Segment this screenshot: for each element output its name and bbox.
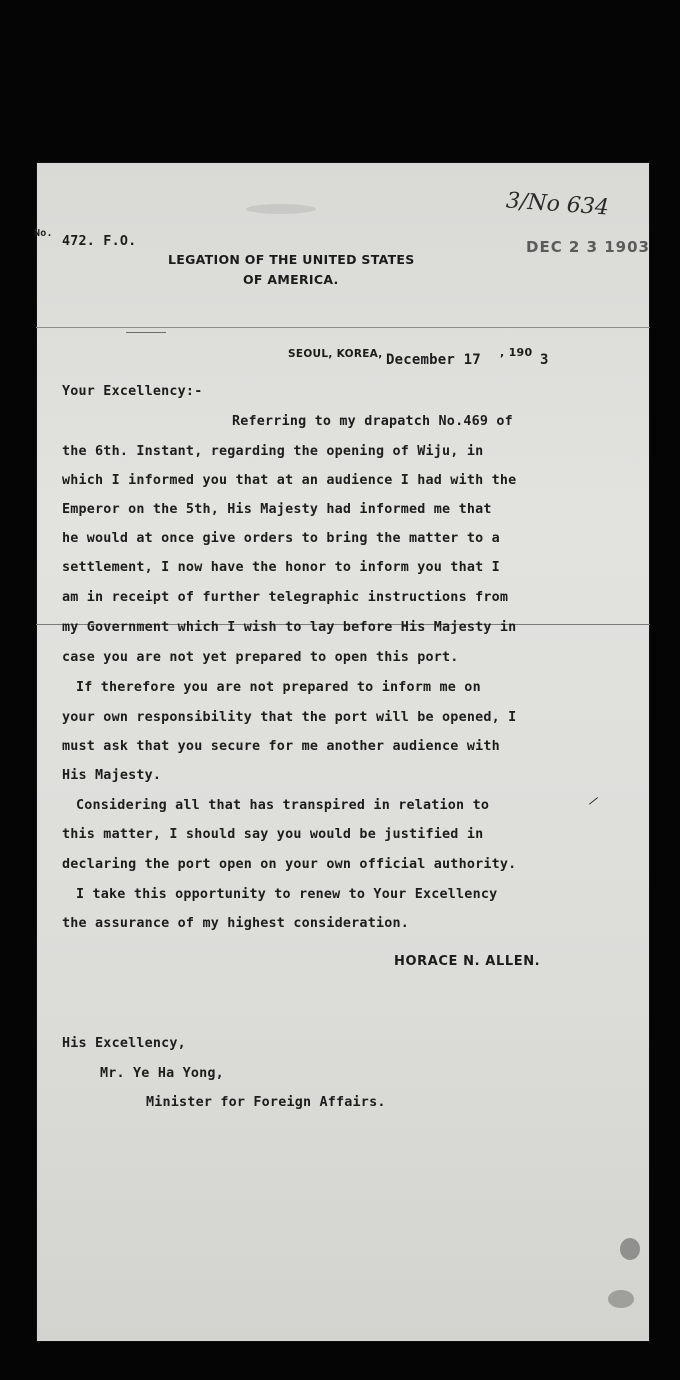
body-line: my Government which I wish to lay before His Majesty in <box>62 620 517 635</box>
letter-page <box>36 162 650 1342</box>
letterhead-line-1: LEGATION OF THE UNITED STATES <box>168 252 415 267</box>
ink-smudge <box>246 204 316 214</box>
body-line: declaring the port open on your own official authority. <box>62 857 517 872</box>
year-prefix: , 190 <box>500 346 533 359</box>
body-line: which I informed you that at an audience I had with the <box>62 473 517 488</box>
body-line: If therefore you are not prepared to inform me on <box>76 680 481 695</box>
addressee-line-1: His Excellency, <box>62 1036 186 1051</box>
body-line: case you are not yet prepared to open this port. <box>62 650 459 665</box>
margin-mark: ⸝ <box>588 784 598 808</box>
body-line: the 6th. Instant, regarding the opening of Wiju, in <box>62 444 484 459</box>
body-line: this matter, I should say you would be justified in <box>62 827 484 842</box>
addressee-line-3: Minister for Foreign Affairs. <box>146 1095 386 1110</box>
rule-mark <box>126 332 166 333</box>
salutation: Your Excellency:- <box>62 384 203 399</box>
paper-damage-mark <box>620 1238 640 1260</box>
place: SEOUL, KOREA, <box>288 348 383 360</box>
letterhead-line-2: OF AMERICA. <box>243 272 339 287</box>
file-number: 472. F.O. <box>62 234 137 249</box>
body-line: the assurance of my highest consideration. <box>62 916 409 931</box>
body-line: your own responsibility that the port will be opened, I <box>62 710 517 725</box>
body-line: His Majesty. <box>62 768 162 783</box>
paper-damage-mark <box>608 1290 634 1308</box>
body-line: Considering all that has transpired in relation to <box>76 798 490 813</box>
date: December 17 <box>386 352 481 368</box>
body-line: I take this opportunity to renew to Your Excellency <box>76 887 498 902</box>
received-number-annotation: 3/No 634 <box>505 188 610 221</box>
body-line: settlement, I now have the honor to inform you that I <box>62 560 500 575</box>
body-line: he would at once give orders to bring the matter to a <box>62 531 500 546</box>
addressee-line-2: Mr. Ye Ha Yong, <box>100 1066 224 1081</box>
received-date-stamp: DEC 2 3 1903 <box>526 238 650 256</box>
body-line: am in receipt of further telegraphic instructions from <box>62 590 509 605</box>
body-line: Emperor on the 5th, His Majesty had informed me that <box>62 502 492 517</box>
header-rule <box>36 327 650 328</box>
year-digit: 3 <box>540 352 549 368</box>
body-line: Referring to my drapatch No.469 of <box>232 414 513 429</box>
number-prefix: No. <box>34 228 53 239</box>
body-line: must ask that you secure for me another audience with <box>62 739 500 754</box>
signature: HORACE N. ALLEN. <box>394 954 541 969</box>
